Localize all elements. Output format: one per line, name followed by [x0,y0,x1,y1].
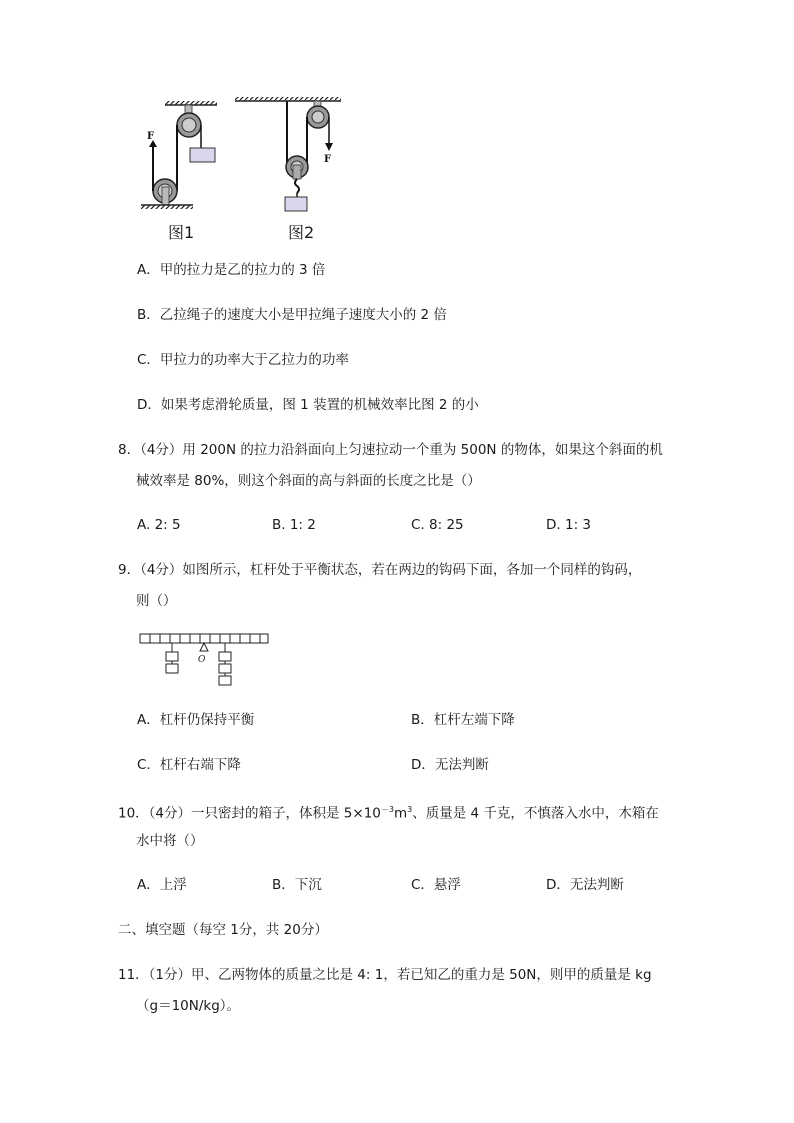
q10-option-b[interactable]: B．下沉 [272,877,322,893]
pulley-figure-1 [141,101,217,209]
q9-option-d[interactable]: D．无法判断 [411,757,489,773]
q9-option-c[interactable]: C．杠杆右端下降 [137,757,241,773]
section-2-title: 二、填空题（每空 1分，共 20分） [118,922,328,938]
q9-option-a[interactable]: A．杠杆仍保持平衡 [137,712,255,728]
q9-stem-line1: 9．（4分）如图所示，杠杆处于平衡状态，若在两边的钩码下面，各加一个同样的钩码， [118,562,642,578]
q8-option-c[interactable]: C. 8: 25 [411,517,464,533]
q10-stem-pre: 10．（4分）一只密封的箱子，体积是 5×10 [118,805,381,822]
q8-stem-line1: 8．（4分）用 200N 的拉力沿斜面向上匀速拉动一个重为 500N 的物体，如果这个斜面的机 [118,442,663,458]
q10-unit: m [393,805,408,822]
q10-stem-line1 [118,800,659,824]
q8-stem-line2: 械效率是 80%，则这个斜面的高与斜面的长度之比是（） [136,473,481,489]
q11-stem-line1: 11．（1分）甲、乙两物体的质量之比是 4: 1，若已知乙的重力是 50N，则甲的质量是 kg [118,967,652,983]
q10-unit-exponent: 3 [407,805,413,814]
figure-1-label: 图1 [168,223,195,242]
q10-option-d[interactable]: D．无法判断 [546,877,624,893]
fulcrum-label: O [198,655,206,665]
q8-option-b[interactable]: B. 1: 2 [272,517,316,533]
lever-figure [138,632,270,692]
q7-option-b[interactable]: B．乙拉绳子的速度大小是甲拉绳子速度大小的 2 倍 [137,307,447,323]
force-label-fig2: F [324,154,332,165]
force-label-fig1: F [147,131,155,142]
q10-exponent: －3 [380,805,394,814]
q10-option-c[interactable]: C．悬浮 [411,877,461,893]
q10-stem-post: 、质量是 4 千克，不慎落入水中，木箱在 [412,805,659,822]
fulcrum-icon [200,643,208,651]
q10-stem-line2: 水中将（） [136,833,204,849]
figure-2-label: 图2 [288,223,315,242]
q9-stem-line2: 则（） [136,593,177,609]
q9-option-b[interactable]: B．杠杆左端下降 [411,712,515,728]
q7-option-a[interactable]: A．甲的拉力是乙的拉力的 3 倍 [137,262,326,278]
pulley-figure [135,95,350,215]
q7-option-d[interactable]: D．如果考虑滑轮质量，图 1 装置的机械效率比图 2 的小 [137,397,479,413]
q10-option-a[interactable]: A．上浮 [137,877,187,893]
q7-option-c[interactable]: C．甲拉力的功率大于乙拉力的功率 [137,352,349,368]
pulley-figure-2 [235,97,341,211]
q8-option-d[interactable]: D. 1: 3 [546,517,591,533]
q11-stem-line2: （g＝10N/kg）。 [136,998,241,1014]
q8-option-a[interactable]: A. 2: 5 [137,517,181,533]
